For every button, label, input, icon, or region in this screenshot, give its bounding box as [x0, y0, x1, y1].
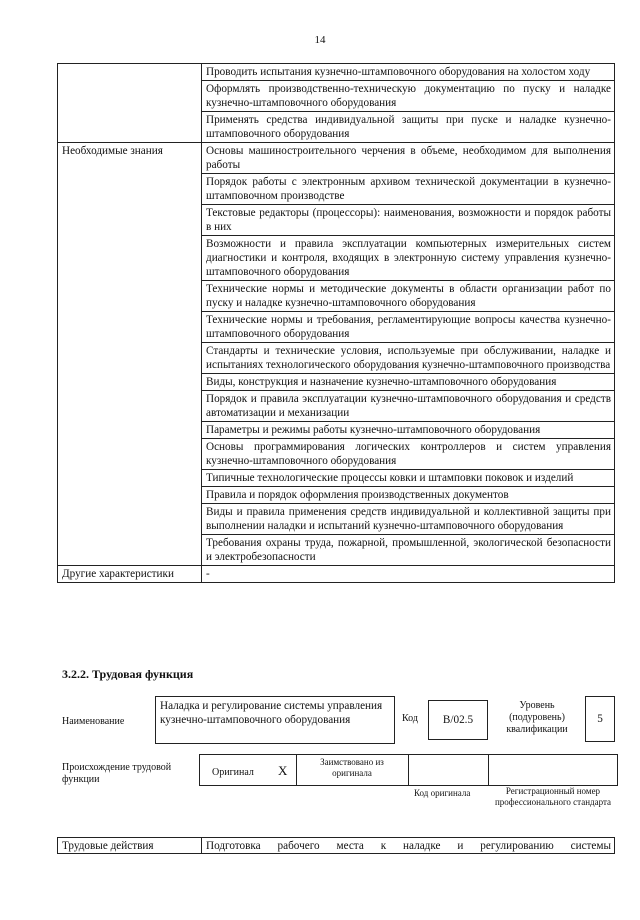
- cell-text: Применять средства индивидуальной защиты при пуске и наладке кузнечно-штамповочного оборудования: [202, 112, 615, 143]
- origin-label: Происхождение трудовой функции: [62, 762, 172, 785]
- cell-text: Текстовые редакторы (процессоры): наименования, возможности и порядок работы в них: [202, 205, 615, 236]
- original-label: Оригинал: [212, 767, 254, 778]
- competency-table: [57, 63, 615, 583]
- code-label: Код: [402, 713, 418, 724]
- name-label: Наименование: [62, 716, 125, 727]
- code-value: B/02.5: [442, 714, 474, 726]
- cell-text: Основы машиностроительного черчения в объеме, необходимом для выполнения работы: [202, 143, 615, 174]
- borrowed-label: Заимствовано из оригинала: [320, 757, 384, 778]
- other-label: Другие характеристики: [58, 566, 202, 583]
- cell-text: Правила и порядок оформления производственных документов: [202, 487, 615, 504]
- cell-text: Основы программирования логических контроллеров и систем управления кузнечно-штамповочного оборудования: [202, 439, 615, 470]
- actions-label: Трудовые действия: [58, 838, 202, 854]
- cell-text: Типичные технологические процессы ковки и штамповки поковок и изделий: [202, 470, 615, 487]
- code-box: [428, 700, 488, 740]
- actions-first: Подготовка рабочего места к наладке и регулированию системы: [206, 840, 611, 852]
- table-row: [58, 566, 615, 583]
- cell-text: -: [202, 566, 615, 583]
- name-value: Наладка и регулирование системы управления кузнечно-штамповочного оборудования: [160, 700, 383, 726]
- table-row: [58, 143, 615, 174]
- knowledge-label: Необходимые знания: [58, 143, 202, 566]
- cell-text: Технические нормы и требования, регламентирующие вопросы качества кузнечно-штамповочного оборудования: [202, 312, 615, 343]
- original-mark: X: [278, 763, 288, 778]
- cell-text: Требования охраны труда, пожарной, промышленной, экологической безопасности и электробезопасности: [202, 535, 615, 566]
- table-row: [58, 64, 615, 81]
- level-label: Уровень (подуровень) квалификации: [506, 700, 568, 735]
- page-number: 14: [314, 34, 326, 46]
- code-original-label: Код оригинала: [414, 788, 471, 798]
- level-value: 5: [597, 713, 603, 725]
- cell-text: Технические нормы и методические документы в области организации работ по пуску и наладке кузнечно-штамповочного оборудования: [202, 281, 615, 312]
- cell-text: Проводить испытания кузнечно-штамповочного оборудования на холостом ходу: [202, 64, 615, 81]
- table-row: [58, 838, 615, 854]
- cell-text: Возможности и правила эксплуатации компьютерных измерительных систем диагностики и контроля, входящих в электронную систему управления кузнечно-штамповочного оборудования: [202, 236, 615, 281]
- actions-table: [57, 837, 615, 854]
- reg-number-label: Регистрационный номер профессионального стандарта: [494, 786, 612, 807]
- cell-text: Виды, конструкция и назначение кузнечно-штамповочного оборудования: [202, 374, 615, 391]
- level-box: [585, 696, 615, 742]
- cell-text: Оформлять производственно-техническую документацию по пуску и наладке кузнечно-штамповочного оборудования: [202, 81, 615, 112]
- cell-text: Порядок и правила эксплуатации кузнечно-штамповочного оборудования и средств автоматизации и механизации: [202, 391, 615, 422]
- section-title: 3.2.2. Трудовая функция: [62, 667, 194, 681]
- origin-row: [199, 754, 618, 786]
- cell-text: Порядок работы с электронным архивом технической документации в кузнечно-штамповочном производстве: [202, 174, 615, 205]
- cell-text: Виды и правила применения средств индивидуальной и коллективной защиты при выполнении наладки и испытаний кузнечно-штамповочного оборудования: [202, 504, 615, 535]
- cell-text: Стандарты и технические условия, используемые при обслуживании, наладке и испытаниях технологического оборудования кузнечно-штамповочного производства: [202, 343, 615, 374]
- cell-text: Параметры и режимы работы кузнечно-штамповочного оборудования: [202, 422, 615, 439]
- name-box: [155, 696, 395, 744]
